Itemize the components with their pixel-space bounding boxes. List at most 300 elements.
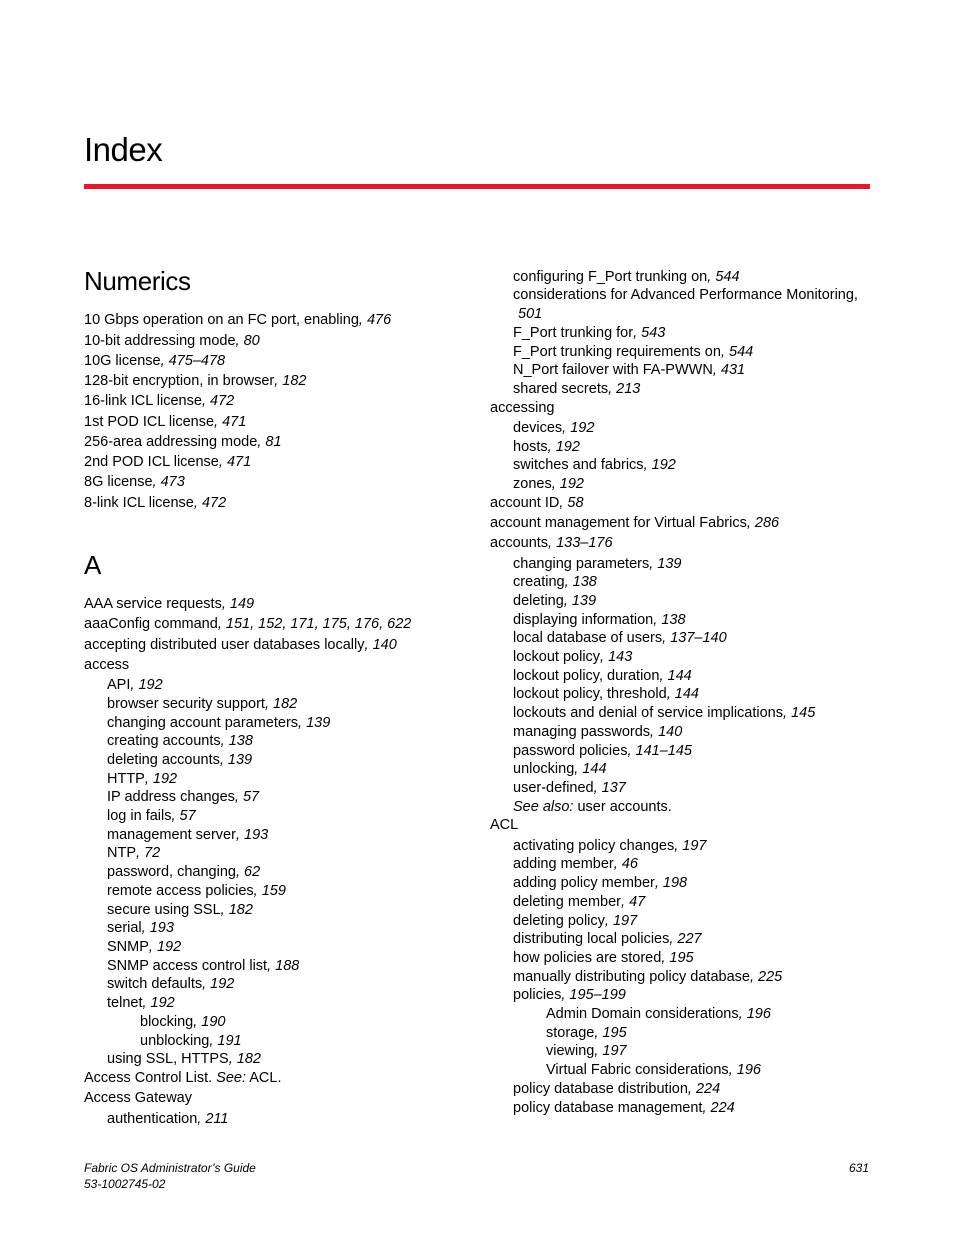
index-entry: [546, 1042, 627, 1060]
page-reference[interactable]: 144: [667, 668, 692, 684]
page-reference[interactable]: 286: [754, 515, 780, 531]
index-entry: [107, 919, 174, 937]
index-term: configuring F_Port trunking on: [513, 269, 708, 285]
page-separator: ,: [202, 976, 211, 992]
page-reference[interactable]: 544: [715, 269, 740, 285]
index-term: lockout policy, threshold: [513, 686, 667, 702]
page-separator: ,: [674, 838, 683, 854]
index-entry: [107, 901, 253, 919]
index-term: changing parameters: [513, 556, 650, 572]
index-entry: [84, 595, 254, 613]
page-separator: ,: [608, 381, 617, 397]
index-entry: [107, 994, 175, 1012]
index-entry: [84, 615, 411, 633]
index-term: unblocking: [140, 1033, 210, 1049]
index-entry: [84, 392, 234, 410]
index-entry: [107, 975, 234, 993]
page-separator: ,: [235, 864, 245, 880]
page-reference[interactable]: 149: [229, 596, 255, 612]
page-reference[interactable]: 192: [150, 995, 175, 1011]
page-reference[interactable]: 471: [226, 454, 252, 470]
index-term: 8-link ICL license: [84, 495, 194, 511]
footer-doc-number: 53-1002745-02: [84, 1177, 166, 1191]
index-term: accessing: [490, 400, 555, 416]
index-term: browser security support: [107, 696, 265, 712]
page-reference[interactable]: 473: [160, 474, 185, 490]
index-entry: [513, 912, 637, 930]
page-separator: ,: [551, 476, 560, 492]
index-entry: [140, 1013, 225, 1031]
index-entry: [513, 1099, 735, 1117]
index-term: managing passwords: [513, 724, 651, 740]
page-reference[interactable]: 182: [273, 696, 298, 712]
index-term: policies: [513, 987, 562, 1003]
index-term: switch defaults: [107, 976, 203, 992]
index-term: deleting accounts: [107, 752, 220, 768]
page-separator: ,: [563, 593, 572, 609]
index-entry: [513, 592, 596, 610]
page-reference[interactable]: 224: [710, 1100, 735, 1116]
index-term: 10 Gbps operation on an FC port, enabling: [84, 312, 359, 328]
index-entry: [513, 456, 676, 474]
index-entry: [84, 1069, 281, 1087]
index-term: policy database management: [513, 1100, 703, 1116]
page-separator: ,: [274, 373, 283, 389]
page-separator: ,: [707, 269, 716, 285]
page-reference[interactable]: 195–199: [569, 987, 626, 1003]
page-reference[interactable]: 62: [244, 864, 261, 880]
page-reference[interactable]: 196: [736, 1062, 761, 1078]
page-separator: ,: [234, 789, 243, 805]
index-term: viewing: [546, 1043, 595, 1059]
index-entry: [140, 1032, 242, 1050]
index-term: secure using SSL: [107, 902, 221, 918]
page-reference[interactable]: 144: [674, 686, 699, 702]
index-term: Access Control List.: [84, 1070, 217, 1086]
index-term: lockout policy: [513, 649, 601, 665]
page-separator: ,: [666, 686, 675, 702]
page-separator: ,: [659, 668, 668, 684]
page-reference[interactable]: 476: [366, 312, 392, 328]
page-separator: ,: [217, 616, 226, 632]
page-separator: ,: [613, 856, 622, 872]
index-entry: [513, 855, 638, 873]
page-separator: ,: [662, 630, 671, 646]
page-reference[interactable]: 139: [657, 556, 682, 572]
page-separator: ,: [593, 780, 602, 796]
page-reference[interactable]: 197: [602, 1043, 627, 1059]
index-term: local database of users: [513, 630, 663, 646]
index-term: policy database distribution: [513, 1081, 688, 1097]
index-entry: [513, 611, 686, 629]
page-separator: ,: [720, 344, 729, 360]
index-term: ACL: [490, 817, 519, 833]
index-entry: [490, 514, 779, 532]
page-separator: ,: [228, 1051, 237, 1067]
page-separator: ,: [604, 913, 613, 929]
page-reference[interactable]: 227: [677, 931, 702, 947]
index-term: manually distributing policy database: [513, 969, 750, 985]
page-separator: ,: [264, 696, 274, 712]
index-term: displaying information: [513, 612, 654, 628]
index-entry: [513, 893, 645, 911]
page-reference[interactable]: 192: [152, 771, 178, 787]
index-term: API: [107, 677, 131, 693]
page-separator: ,: [136, 845, 145, 861]
index-term: accounts: [490, 535, 549, 551]
page-separator: ,: [561, 987, 570, 1003]
page-separator: ,: [600, 649, 609, 665]
page-reference[interactable]: 472: [201, 495, 227, 511]
page-separator: ,: [548, 535, 557, 551]
page-reference[interactable]: 58: [567, 495, 584, 511]
index-entry: [107, 957, 299, 975]
page-separator: ,: [728, 1062, 737, 1078]
page-reference[interactable]: 211: [205, 1111, 229, 1127]
footer-page-number: 631: [849, 1161, 870, 1175]
page-reference[interactable]: 145: [791, 705, 816, 721]
page-reference[interactable]: 431: [720, 362, 746, 378]
index-entry: [546, 1005, 771, 1023]
index-term: switches and fabrics: [513, 457, 644, 473]
page-reference[interactable]: 197: [682, 838, 707, 854]
index-entry: [513, 380, 640, 398]
index-term: 2nd POD ICL license: [84, 454, 219, 470]
index-entry: [107, 826, 268, 844]
index-entry: [513, 798, 672, 816]
index-entry: [513, 723, 682, 741]
page-separator: ,: [220, 902, 229, 918]
page-separator: ,: [594, 1043, 603, 1059]
page-reference[interactable]: 213: [616, 381, 641, 397]
index-term: management server: [107, 827, 236, 843]
page-separator: ,: [358, 312, 367, 328]
index-entry: [490, 816, 518, 834]
page-reference[interactable]: 137–140: [670, 630, 727, 646]
index-entry: [513, 742, 692, 760]
see-reference-label: See also:: [513, 799, 574, 815]
index-term: 16-link ICL license: [84, 393, 202, 409]
index-term: 10G license: [84, 353, 161, 369]
index-entry: [513, 837, 706, 855]
page-separator: ,: [219, 752, 228, 768]
index-term: 256-area addressing mode: [84, 434, 258, 450]
page-separator: ,: [235, 333, 244, 349]
index-term: lockout policy, duration: [513, 668, 660, 684]
index-entry: [513, 573, 597, 591]
page-reference[interactable]: 198: [662, 875, 688, 891]
page-separator: ,: [130, 677, 139, 693]
page-separator: ,: [654, 875, 663, 891]
index-term: aaaConfig command: [84, 616, 218, 632]
index-entry: [513, 475, 584, 493]
index-entry: [513, 343, 753, 361]
page-reference[interactable]: 144: [582, 761, 607, 777]
page-reference[interactable]: 192: [156, 939, 182, 955]
index-term: telnet: [107, 995, 143, 1011]
page-reference[interactable]: 140: [372, 637, 397, 653]
index-term: AAA service requests: [84, 596, 222, 612]
page-reference[interactable]: 182: [236, 1051, 261, 1067]
page-separator: ,: [562, 420, 571, 436]
page-separator: ,: [214, 414, 223, 430]
section-heading: Numerics: [84, 266, 191, 296]
page-reference[interactable]: 143: [608, 649, 633, 665]
index-term: activating policy changes: [513, 838, 675, 854]
index-entry: [84, 473, 185, 491]
index-entry: [107, 751, 252, 769]
index-entry: [84, 494, 226, 512]
index-entry: [84, 656, 129, 674]
page-reference[interactable]: 46: [621, 856, 638, 872]
page-separator: ,: [687, 1081, 696, 1097]
index-term: password policies: [513, 743, 628, 759]
see-reference-target: ACL.: [246, 1070, 282, 1086]
see-reference-label: See:: [216, 1070, 247, 1086]
index-term: deleting: [513, 593, 564, 609]
page-reference[interactable]: 192: [651, 457, 676, 473]
page-separator: ,: [669, 931, 678, 947]
index-entry: [490, 494, 584, 512]
index-term: F_Port trunking for: [513, 325, 634, 341]
index-term: SNMP access control list: [107, 958, 268, 974]
page-reference[interactable]: 139: [306, 715, 331, 731]
page-separator: ,: [160, 353, 169, 369]
page-separator: ,: [783, 705, 792, 721]
index-term: password, changing: [107, 864, 236, 880]
page-reference[interactable]: 182: [228, 902, 253, 918]
page-separator: ,: [148, 939, 157, 955]
page-reference[interactable]: 47: [629, 894, 646, 910]
page-separator: ,: [621, 894, 630, 910]
index-entry: [513, 704, 815, 722]
index-entry: [107, 676, 163, 694]
index-term: remote access policies: [107, 883, 254, 899]
page-reference[interactable]: 193: [244, 827, 269, 843]
page-reference[interactable]: 190: [201, 1014, 226, 1030]
index-term: adding policy member: [513, 875, 655, 891]
index-entry: [107, 938, 181, 956]
page-reference[interactable]: 544: [729, 344, 754, 360]
page-reference[interactable]: 141–145: [635, 743, 692, 759]
title-divider: [84, 184, 870, 189]
index-term: how policies are stored: [513, 950, 662, 966]
index-entry: [513, 930, 702, 948]
page-reference[interactable]: 57: [179, 808, 196, 824]
page-reference[interactable]: 543: [641, 325, 666, 341]
index-entry: [513, 968, 782, 986]
index-entry: [84, 332, 260, 350]
index-entry: [513, 268, 740, 286]
page-separator: ,: [559, 495, 568, 511]
page-reference[interactable]: 188: [275, 958, 300, 974]
index-entry: [490, 399, 554, 417]
page-reference[interactable]: 140: [658, 724, 683, 740]
page-separator: ,: [267, 958, 276, 974]
page-reference[interactable]: 57: [242, 789, 260, 805]
index-term: shared secrets: [513, 381, 609, 397]
page-reference[interactable]: 224: [695, 1081, 721, 1097]
page-separator: ,: [749, 969, 759, 985]
see-reference-target: user accounts.: [573, 799, 672, 815]
index-entry: [84, 372, 306, 390]
page-separator: ,: [633, 325, 642, 341]
index-entry: [513, 986, 626, 1004]
page-reference[interactable]: 81: [265, 434, 282, 450]
index-entry: [513, 648, 632, 666]
index-entry: [546, 1024, 627, 1042]
page-separator: ,: [643, 457, 652, 473]
index-entry: [107, 788, 259, 806]
index-entry: [518, 305, 542, 323]
index-term: Admin Domain considerations: [546, 1006, 739, 1022]
page-separator: ,: [712, 362, 721, 378]
page-reference[interactable]: 138: [572, 574, 597, 590]
index-entry: [107, 714, 330, 732]
page-separator: ,: [653, 612, 662, 628]
index-entry: [490, 534, 613, 552]
index-entry: [107, 844, 160, 862]
page-reference[interactable]: 472: [210, 393, 235, 409]
index-entry: [84, 433, 282, 451]
index-entry: [107, 732, 253, 750]
index-term: HTTP: [107, 771, 145, 787]
index-entry: [84, 453, 251, 471]
page-reference[interactable]: 225: [758, 969, 783, 985]
page-separator: ,: [253, 883, 262, 899]
page-separator: ,: [564, 574, 573, 590]
page-reference[interactable]: 195: [602, 1025, 627, 1041]
index-term: account ID: [490, 495, 560, 511]
index-entry: [107, 770, 177, 788]
page-reference[interactable]: 471: [222, 414, 247, 430]
index-term: log in fails: [107, 808, 172, 824]
page-separator: ,: [650, 724, 659, 740]
page-reference[interactable]: 137: [601, 780, 626, 796]
index-term: NTP: [107, 845, 136, 861]
index-term: N_Port failover with FA-PWWN: [513, 362, 713, 378]
page-separator: ,: [661, 950, 670, 966]
index-term: unlocking: [513, 761, 575, 777]
index-term: account management for Virtual Fabrics: [490, 515, 747, 531]
index-entry: [513, 1080, 720, 1098]
page-separator: ,: [364, 637, 373, 653]
index-term: zones: [513, 476, 552, 492]
index-entry: [513, 629, 727, 647]
page-separator: ,: [218, 454, 227, 470]
page-separator: ,: [547, 439, 556, 455]
index-entry: [513, 667, 692, 685]
page-separator: ,: [141, 920, 150, 936]
index-entry: [107, 695, 297, 713]
page-separator: ,: [594, 1025, 603, 1041]
index-term: SNMP: [107, 939, 149, 955]
index-entry: [513, 874, 687, 892]
page-reference[interactable]: 192: [210, 976, 235, 992]
section-heading: A: [84, 550, 101, 580]
page-reference[interactable]: 80: [243, 333, 260, 349]
page-separator: ,: [193, 1014, 202, 1030]
page-separator: ,: [746, 515, 755, 531]
page-separator: ,: [298, 715, 307, 731]
index-term: distributing local policies: [513, 931, 670, 947]
index-term: creating accounts: [107, 733, 221, 749]
index-entry: [107, 1050, 261, 1068]
page-reference[interactable]: 159: [261, 883, 286, 899]
index-entry: [513, 779, 626, 797]
index-term: changing account parameters: [107, 715, 299, 731]
page-separator: ,: [197, 1111, 206, 1127]
index-term: lockouts and denial of service implications: [513, 705, 783, 721]
page-reference[interactable]: 192: [555, 439, 580, 455]
index-entry: [84, 1089, 192, 1107]
page-reference[interactable]: 196: [746, 1006, 771, 1022]
footer-book-title: Fabric OS Administrator’s Guide: [84, 1161, 256, 1175]
page-reference[interactable]: 139: [571, 593, 597, 609]
page-reference[interactable]: 192: [570, 420, 595, 436]
index-term: adding member: [513, 856, 614, 872]
index-entry: [107, 863, 260, 881]
index-entry: [84, 413, 246, 431]
index-term: considerations for Advanced Performance Monitoring,: [513, 287, 858, 303]
page-separator: ,: [220, 733, 229, 749]
index-entry: [513, 760, 607, 778]
index-term: 8G license: [84, 474, 153, 490]
page-reference[interactable]: 139: [227, 752, 253, 768]
index-term: serial: [107, 920, 142, 936]
page-reference[interactable]: 138: [661, 612, 686, 628]
index-term: 1st POD ICL license: [84, 414, 215, 430]
page-reference[interactable]: 475–478: [168, 353, 226, 369]
page-reference[interactable]: 195: [669, 950, 694, 966]
index-term: access: [84, 657, 130, 673]
index-term: user-defined: [513, 780, 594, 796]
page-reference[interactable]: 133–176: [556, 535, 613, 551]
index-entry: [513, 324, 665, 342]
page-reference[interactable]: 182: [282, 373, 307, 389]
page-reference[interactable]: 501: [518, 306, 543, 322]
page-separator: ,: [649, 556, 658, 572]
page-reference[interactable]: 138: [228, 733, 253, 749]
index-entry: [84, 352, 225, 370]
page-separator: ,: [152, 474, 161, 490]
page-reference[interactable]: 192: [559, 476, 584, 492]
index-term: hosts: [513, 439, 548, 455]
page-separator: ,: [142, 995, 151, 1011]
index-entry: [84, 311, 391, 329]
index-term: Access Gateway: [84, 1090, 192, 1106]
page-reference[interactable]: 72: [144, 845, 161, 861]
index-term: 128-bit encryption, in browser: [84, 373, 275, 389]
index-term: deleting member: [513, 894, 621, 910]
page-separator: ,: [209, 1033, 218, 1049]
index-entry: [513, 685, 699, 703]
page-reference[interactable]: 197: [612, 913, 638, 929]
index-entry: [513, 555, 682, 573]
page-separator: ,: [221, 596, 230, 612]
index-term: authentication: [107, 1111, 198, 1127]
index-entry: [513, 361, 745, 379]
page-separator: ,: [201, 393, 210, 409]
index-term: blocking: [140, 1014, 194, 1030]
index-term: IP address changes: [107, 789, 235, 805]
page-reference[interactable]: 192: [138, 677, 163, 693]
page-reference[interactable]: 193: [149, 920, 174, 936]
page-reference[interactable]: 151, 152, 171, 175, 176, 622: [225, 616, 412, 632]
page-reference[interactable]: 191: [217, 1033, 242, 1049]
index-term: using SSL, HTTPS: [107, 1051, 229, 1067]
index-term: deleting policy: [513, 913, 605, 929]
